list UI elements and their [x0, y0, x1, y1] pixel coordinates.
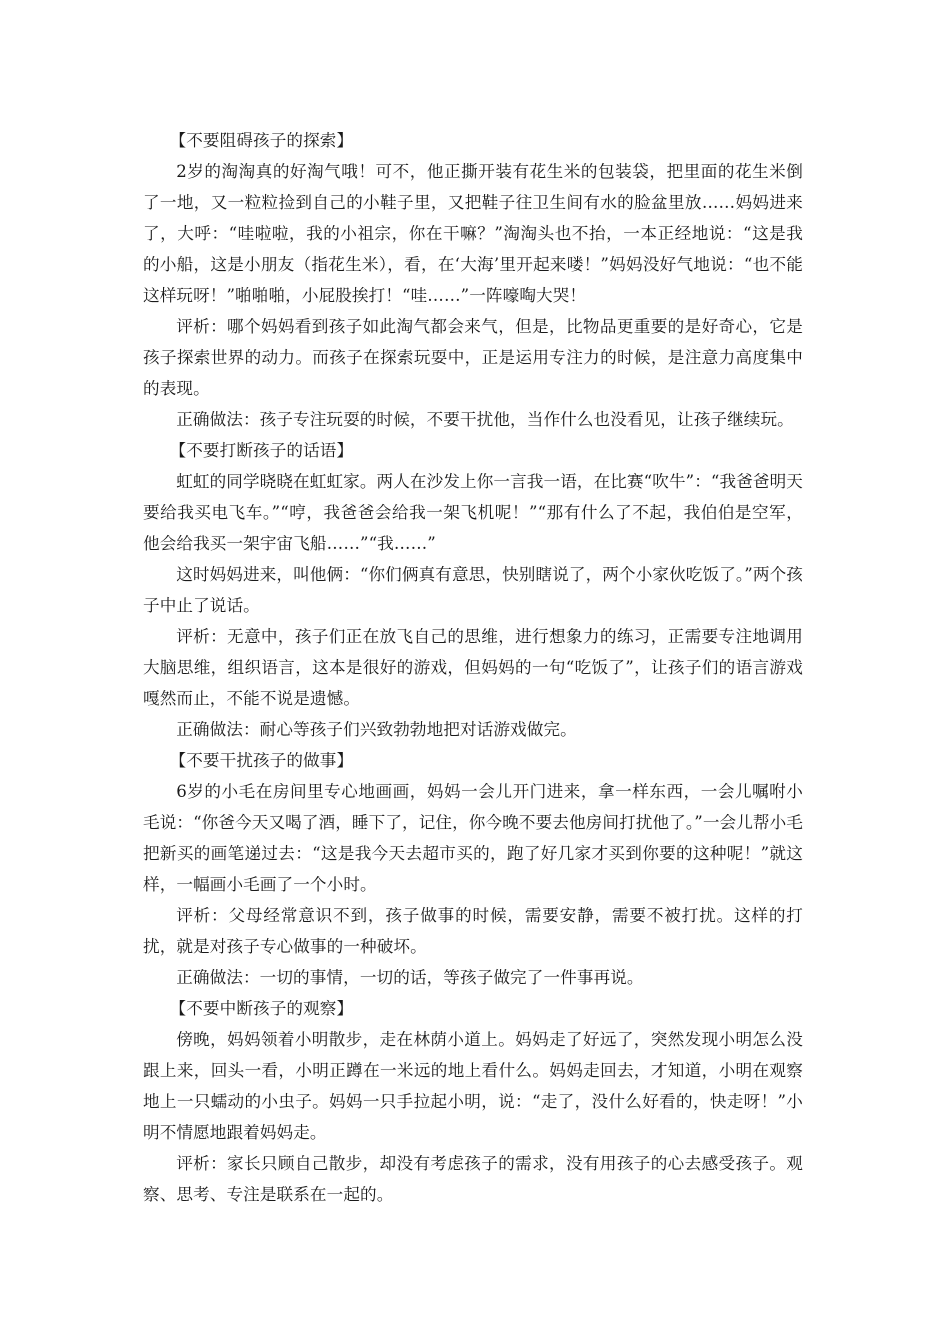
story-paragraph: 虹虹的同学晓晓在虹虹家。两人在沙发上你一言我一语，在比赛“吹牛”：“我爸爸明天要给我买电飞车。”“哼，我爸爸会给我一架飞机呢！”“那有什么了不起，我伯伯是空军，他会给我买一架宇宙飞船……”“我……” [143, 472, 803, 553]
analysis-paragraph: 评析：无意中，孩子们正在放飞自己的思维，进行想象力的练习，正需要专注地调用大脑思维，组织语言，这本是很好的游戏，但妈妈的一句“吃饭了”，让孩子们的语言游戏嘎然而止，不能不说是遗憾。 [143, 627, 803, 708]
section-heading-work: 【不要干扰孩子的做事】 [169, 751, 354, 770]
story-paragraph: 2岁的淘淘真的好淘气哦！可不，他正撕开装有花生米的包装袋，把里面的花生米倒了一地，又一粒粒捡到自己的小鞋子里，又把鞋子往卫生间有水的脸盆里放……妈妈进来了，大呼：“哇啦啦，我的小祖宗，你在干嘛？”淘淘头也不抬，一本正经地说：“这是我的小船，这是小朋友（指花生米），看，在‘大海’里开起来喽！”妈妈没好气地说：“也不能这样玩呀！”啪啪啪，小屁股挨打！“哇……”一阵嚎啕大哭！ [143, 162, 803, 305]
correct-method-paragraph: 正确做法：一切的事情，一切的话，等孩子做完了一件事再说。 [176, 968, 644, 987]
section-heading-exploration: 【不要阻碍孩子的探索】 [169, 131, 354, 150]
story-paragraph: 这时妈妈进来，叫他俩：“你们俩真有意思，快别瞎说了，两个小家伙吃饭了。”两个孩子中止了说话。 [143, 565, 803, 615]
analysis-paragraph: 评析：家长只顾自己散步，却没有考虑孩子的需求，没有用孩子的心去感受孩子。观察、思考、专注是联系在一起的。 [143, 1154, 803, 1204]
correct-method-paragraph: 正确做法：孩子专注玩耍的时候，不要干扰他，当作什么也没看见，让孩子继续玩。 [176, 410, 794, 429]
section-heading-speech: 【不要打断孩子的话语】 [169, 441, 354, 460]
document-body [143, 125, 803, 1210]
section-heading-observation: 【不要中断孩子的观察】 [169, 999, 354, 1018]
story-paragraph: 傍晚，妈妈领着小明散步，走在林荫小道上。妈妈走了好远了，突然发现小明怎么没跟上来，回头一看，小明正蹲在一米远的地上看什么。妈妈走回去，才知道，小明在观察地上一只蠕动的小虫子。妈妈一只手拉起小明，说：“走了，没什么好看的，快走呀！”小明不情愿地跟着妈妈走。 [143, 1030, 803, 1142]
correct-method-paragraph: 正确做法：耐心等孩子们兴致勃勃地把对话游戏做完。 [176, 720, 577, 739]
analysis-paragraph: 评析：哪个妈妈看到孩子如此淘气都会来气，但是，比物品更重要的是好奇心，它是孩子探索世界的动力。而孩子在探索玩耍中，正是运用专注力的时候，是注意力高度集中的表现。 [143, 317, 803, 398]
story-paragraph: 6岁的小毛在房间里专心地画画，妈妈一会儿开门进来，拿一样东西，一会儿嘱咐小毛说：“你爸今天又喝了酒，睡下了，记住，你今晚不要去他房间打扰他了。”一会儿帮小毛把新买的画笔递过去：“这是我今天去超市买的，跑了好几家才买到你要的这种呢！”就这样，一幅画小毛画了一个小时。 [143, 782, 803, 894]
analysis-paragraph: 评析：父母经常意识不到，孩子做事的时候，需要安静，需要不被打扰。这样的打扰，就是对孩子专心做事的一种破坏。 [143, 906, 803, 956]
